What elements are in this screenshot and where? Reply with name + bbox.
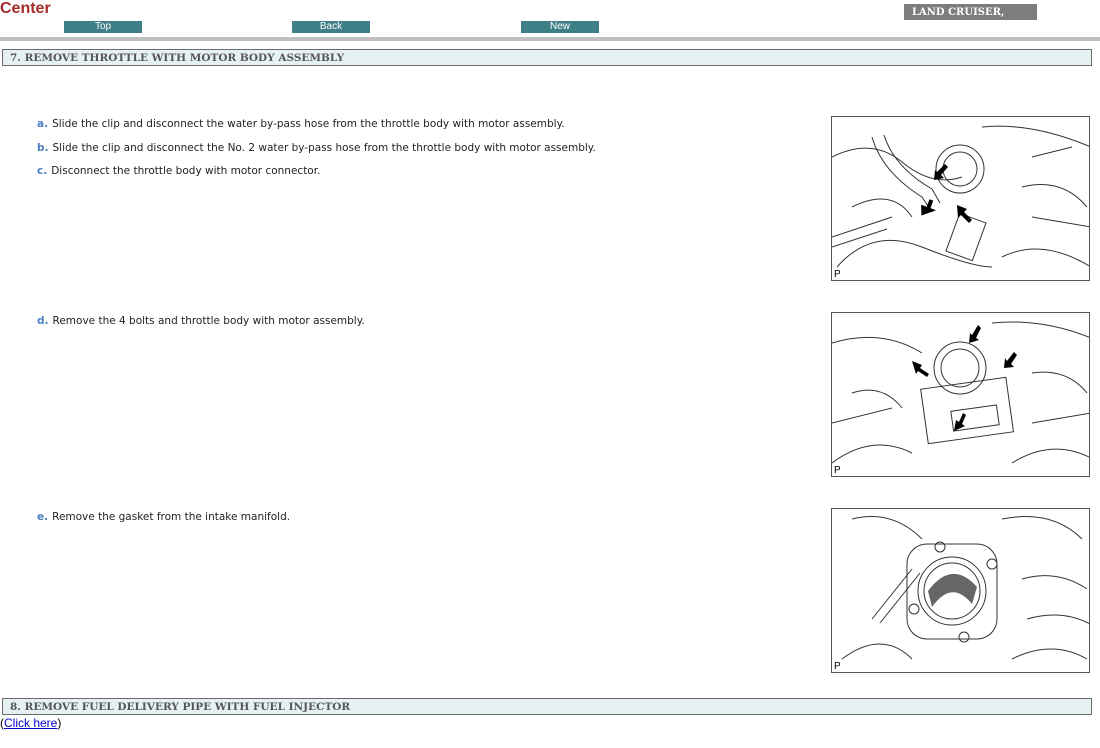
- click-here-line: [0, 716, 61, 730]
- paren-close: ): [57, 716, 62, 730]
- new-button[interactable]: New: [521, 21, 599, 33]
- step-d: [37, 315, 365, 327]
- paren-open: (: [0, 716, 4, 730]
- figure-gasket: [831, 508, 1090, 673]
- top-button[interactable]: Top: [64, 21, 142, 33]
- header-divider: [0, 37, 1100, 41]
- step-text: Slide the clip and disconnect the water by-pass hose from the throttle body with motor assembly.: [52, 118, 565, 130]
- step-letter: e.: [37, 511, 49, 523]
- section-7-heading: 7. REMOVE THROTTLE WITH MOTOR BODY ASSEMBLY: [2, 49, 1092, 66]
- model-badge: LAND CRUISER,: [904, 4, 1037, 20]
- step-letter: b.: [37, 142, 49, 154]
- step-c: [37, 165, 320, 177]
- step-letter: d.: [37, 315, 49, 327]
- step-text: Disconnect the throttle body with motor connector.: [51, 165, 321, 177]
- step-letter: a.: [37, 118, 49, 130]
- gasket-mesh-icon: [928, 574, 977, 607]
- step-text: Slide the clip and disconnect the No. 2 water by-pass hose from the throttle body with motor assembly.: [52, 142, 596, 154]
- figure-hose-connector: [831, 116, 1090, 281]
- throttle-hose-illustration: [832, 117, 1090, 281]
- figure-label: P: [834, 269, 841, 280]
- step-e: [37, 511, 290, 523]
- throttle-bolts-illustration: [832, 313, 1090, 477]
- step-letter: c.: [37, 165, 48, 177]
- step-b: [37, 142, 596, 154]
- figure-label: P: [834, 661, 841, 672]
- step-a: [37, 118, 565, 130]
- click-here-link[interactable]: Click here: [4, 716, 58, 730]
- step-text: Remove the 4 bolts and throttle body with motor assembly.: [52, 315, 365, 327]
- figure-label: P: [834, 465, 841, 476]
- figure-bolts: [831, 312, 1090, 477]
- section-8-heading: 8. REMOVE FUEL DELIVERY PIPE WITH FUEL INJECTOR: [2, 698, 1092, 715]
- arrow-icons: [918, 164, 972, 223]
- gasket-illustration: [832, 509, 1090, 673]
- back-button[interactable]: Back: [292, 21, 370, 33]
- page-title: Center: [0, 0, 51, 17]
- step-text: Remove the gasket from the intake manifold.: [52, 511, 291, 523]
